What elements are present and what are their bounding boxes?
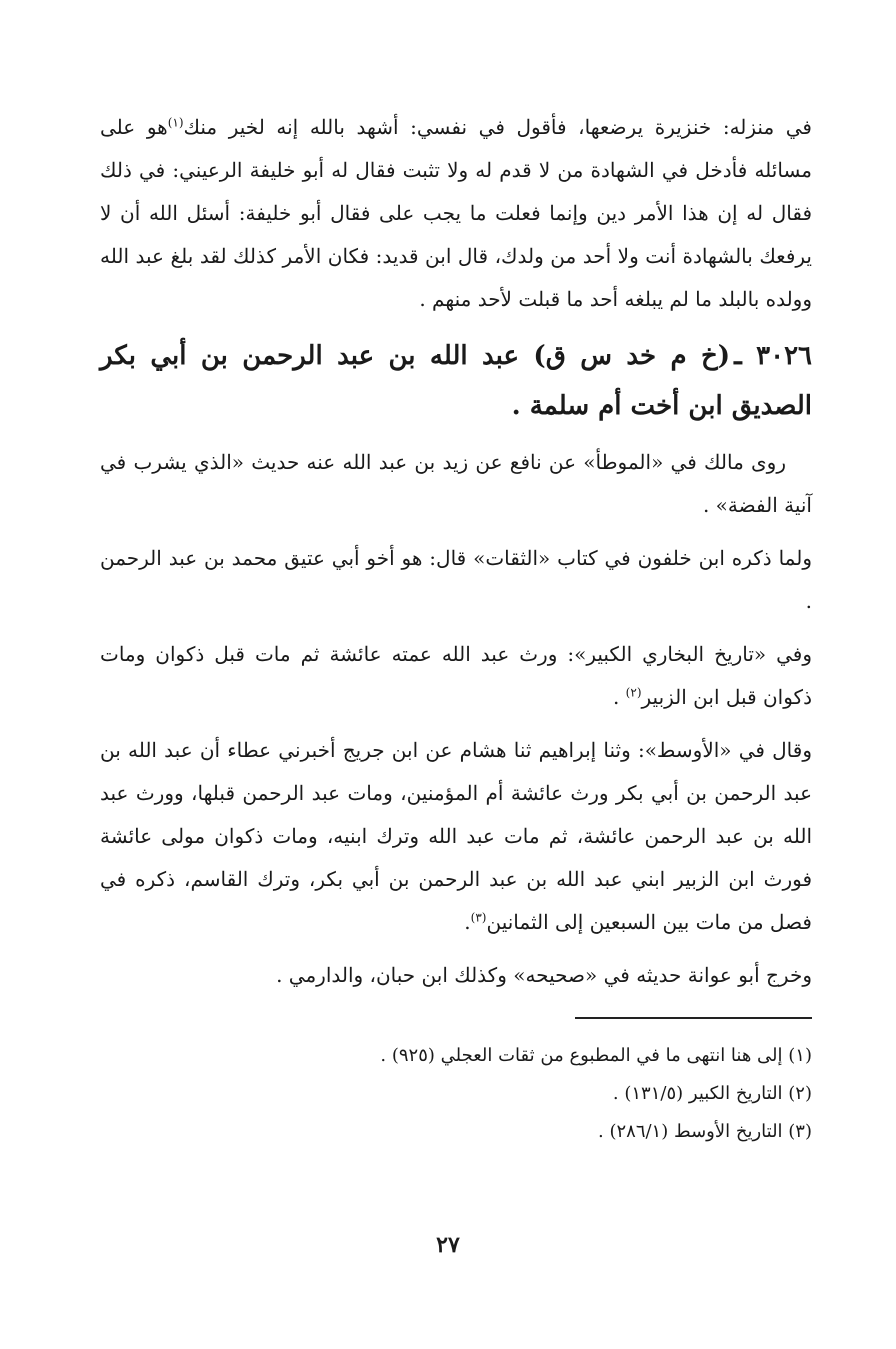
- intro-text-rest: هو على مسائله فأدخل في الشهادة من لا قدم له ولا تثبت فقال له أبو خليفة الرعيني: في ذلك فقال له إن هذا الأمر دين وإنما فعلت ما يجب على فقال أبو خليفة: أسئل الله أن لا يرفعك بالشهادة أنت ولا أحد من ولدك، قال ابن قديد: فكان الأمر كذلك لقد بلغ عبد الله وولده بالبلد ما لم يبلغه أحد ما قبلت لأحد منهم .: [100, 115, 812, 311]
- footnote-2: (٢) التاريخ الكبير (١٣١/٥) .: [612, 1083, 812, 1104]
- entry-title: (خ م خد س ق) عبد الله بن عبد الرحمن بن أبي بكر الصديق ابن أخت أم سلمة .: [100, 341, 812, 421]
- paragraph-muwatta: روى مالك في «الموطأ» عن نافع عن زيد بن عبد الله عنه حديث «الذي يشرب في آنية الفضة» .: [100, 450, 812, 517]
- footnote-ref-1: (١): [167, 115, 184, 130]
- footnote-ref-3: (٣): [470, 910, 487, 925]
- awsat-end: .: [464, 910, 471, 934]
- awsat-text: وقال في «الأوسط»: وثنا إبراهيم ثنا هشام عن ابن جريج أخبرني عطاء أن عبد الله بن عبد الرحمن بن أبي بكر ورث عائشة أم المؤمنين، ومات عبد الرحمن قبلها، وورث عبد الله بن عبد الرحمن عائشة، ثم مات عبد الله وترك ابنيه، ومات ذكوان مولى عائشة فورث ابن الزبير ابني عبد الله بن عبد الرحمن بن أبي بكر، وترك القاسم، ذكره في فصل من مات بين السبعين إلى الثمانين: [100, 738, 812, 934]
- footnote-3: (٣) التاريخ الأوسط (٢٨٦/١) .: [598, 1121, 812, 1142]
- paragraph-tarikh-kabir: [100, 633, 812, 719]
- footnote-ref-2: (٢): [625, 685, 642, 700]
- entry-number: ٣٠٢٦ ـ: [734, 341, 812, 371]
- intro-text-start: في منزله: خنزيرة يرضعها، فأقول في نفسي: أشهد بالله إنه لخير منك: [183, 115, 812, 139]
- entry-heading: [100, 331, 812, 431]
- paragraph-awsat: [100, 729, 812, 944]
- footnotes: [100, 1037, 812, 1151]
- page-number: ٢٧: [436, 1232, 460, 1258]
- tarikh-kabir-text: وفي «تاريخ البخاري الكبير»: ورث عبد الله عمته عائشة ثم مات قبل ذكوان ومات ذكوان قبل ابن الزبير: [100, 642, 812, 709]
- footnote-divider: [575, 1017, 812, 1019]
- page-body: [100, 98, 812, 1151]
- paragraph-thiqat: ولما ذكره ابن خلفون في كتاب «الثقات» قال: هو أخو أبي عتيق محمد بن عبد الرحمن .: [100, 546, 812, 613]
- footnote-1: (١) إلى هنا انتهى ما في المطبوع من ثقات العجلي (٩٢٥) .: [380, 1045, 812, 1066]
- intro-paragraph: [100, 106, 812, 321]
- tarikh-kabir-end: .: [612, 685, 626, 709]
- paragraph-abu-awana: وخرج أبو عوانة حديثه في «صحيحه» وكذلك ابن حبان، والدارمي .: [276, 963, 812, 987]
